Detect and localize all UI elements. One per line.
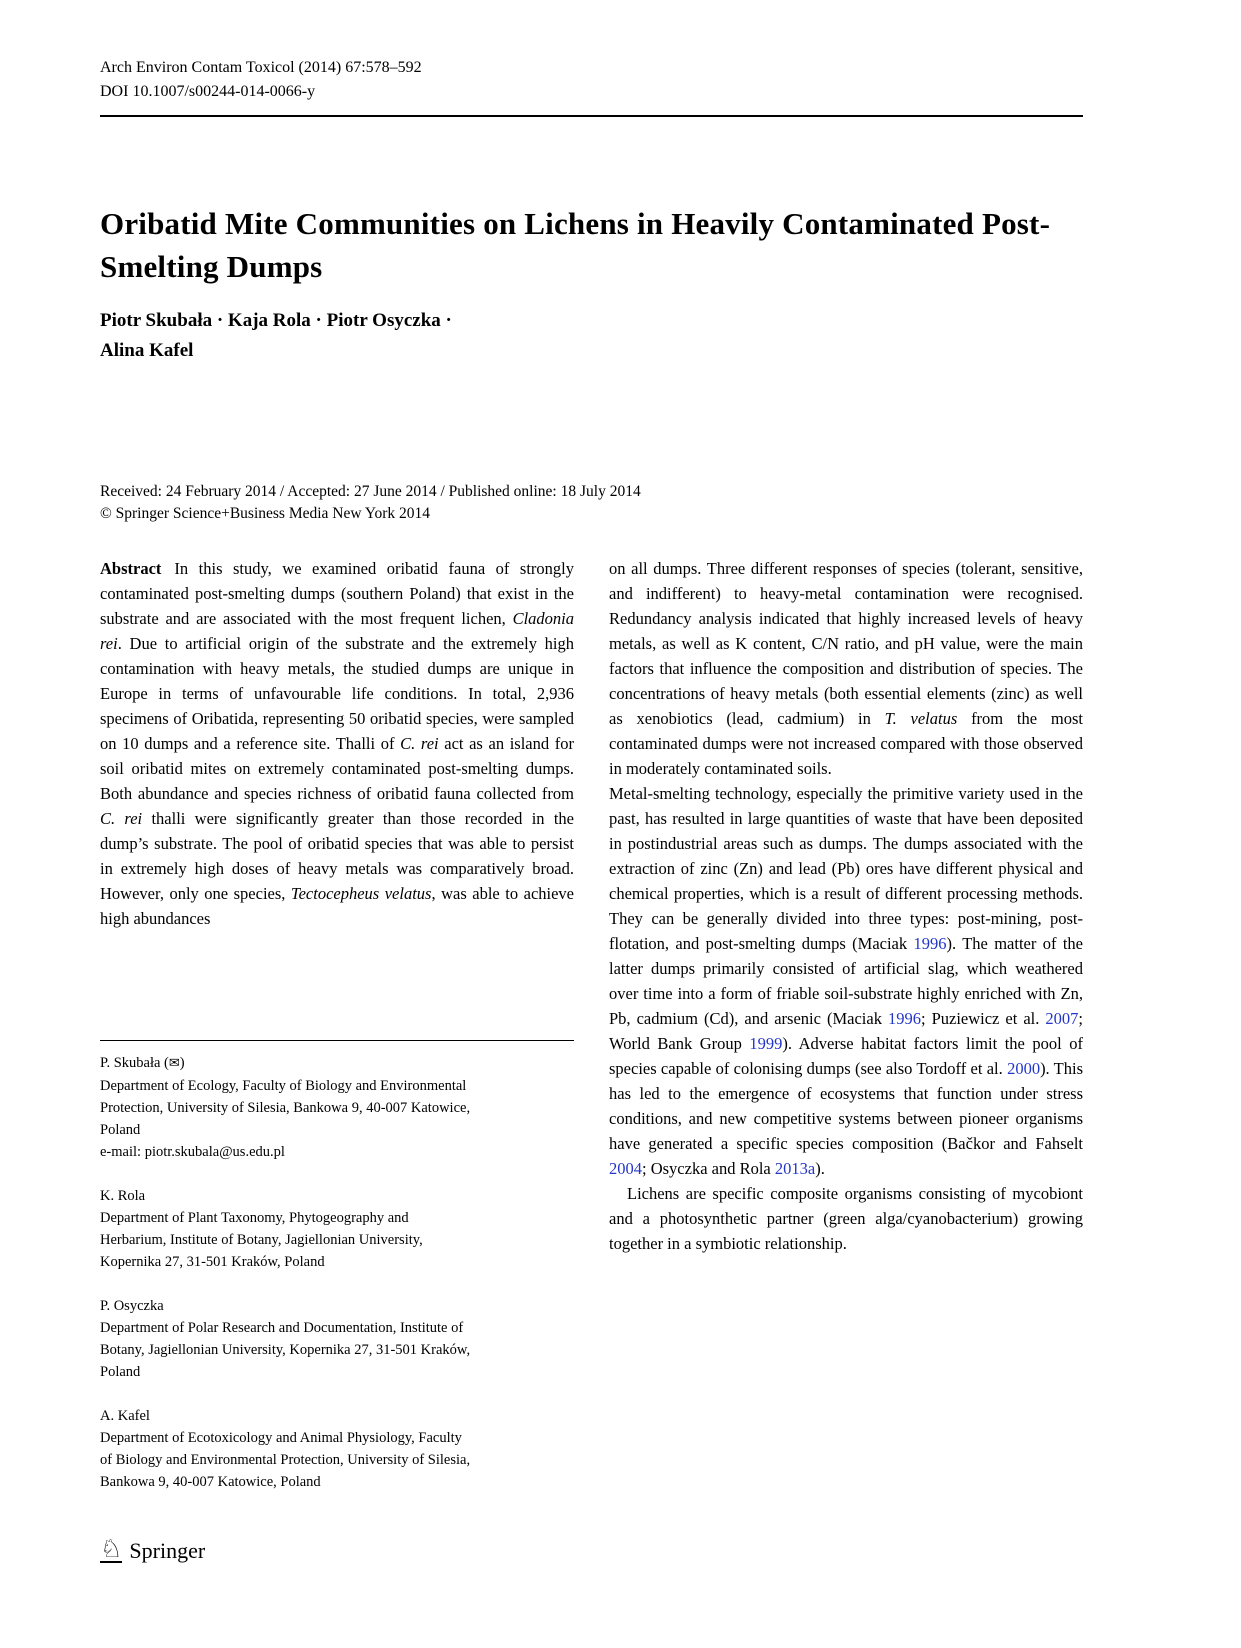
affiliation-osyczka: P. Osyczka Department of Polar Research and Documentation, Institute of Botany, Jagiellonian University, Kopernika 27, 31-501 Kraków, Poland (100, 1298, 471, 1380)
citation-link[interactable]: 1996 (887, 1009, 921, 1028)
affiliation-skubala: P. Skubała (✉) Department of Ecology, Faculty of Biology and Environmental Protection, University of Silesia, Bankowa 9, 40-007 Katowice, Poland e-mail: piotr.skubala@us.edu.pl (100, 1055, 471, 1160)
abstract-paragraph (100, 556, 574, 931)
authors-line-2: Alina Kafel (100, 340, 194, 361)
abstract-label: Abstract (100, 559, 162, 578)
history-line: Received: 24 February 2014 / Accepted: 27 June 2014 / Published online: 18 July 2014 (100, 483, 641, 500)
intro-paragraph-2: Lichens are specific composite organisms consisting of mycobiont and a photosynthetic partner (green alga/cyanobacterium) growing together in a symbiotic relationship. (609, 1184, 1083, 1253)
citation-link[interactable]: 2000 (1007, 1059, 1041, 1078)
affiliation-kafel: A. Kafel Department of Ecotoxicology and Animal Physiology, Faculty of Biology and Environmental Protection, University of Silesia, Bankowa 9, 40-007 Katowice, Poland (100, 1408, 471, 1490)
intro-paragraph-1: Metal-smelting technology, especially the primitive variety used in the past, has resulted in large quantities of waste that have been deposited in postindustrial areas such as dumps. The dumps associated with the extraction of zinc (Zn) and lead (Pb) ores have different physical and chemical properties, which is a result of different processing methods. They can be generally divided into three types: post-mining, post-flotation, and post-smelting dumps (Maciak 1996). The matter of the latter dumps primarily consisted of artificial slag, which weathered over time into a form of friable soil-substrate highly enriched with Zn, Pb, cadmium (Cd), and arsenic (Maciak 1996; Puziewicz et al. 2007; World Bank Group 1999). Adverse habitat factors limit the pool of species capable of colonising dumps (see also Tordoff et al. 2000). This has led to the emergence of ecosystems that function under stress conditions, and new competitive systems between pioneer organisms have generated a specific species composition (Bačkor and Fahselt 2004; Osyczka and Rola 2013a). (609, 784, 1084, 1178)
affiliation-rola: K. Rola Department of Plant Taxonomy, Phytogeography and Herbarium, Institute of Botany, Jagiellonian University, Kopernika 27, 31-501 Kraków, Poland (100, 1188, 423, 1270)
abstract-text-left: In this study, we examined oribatid fauna of strongly contaminated post-smelting dumps (southern Poland) that exist in the substrate and are associated with the most frequent lichen, Cladonia rei. Due to artificial origin of the substrate and the extremely high contamination with heavy metals, the studied dumps are unique in Europe in terms of unfavourable life conditions. In total, 2,936 specimens of Oribatida, representing 50 oribatid species, were sampled on 10 dumps and a reference site. Thalli of C. rei act as an island for soil oribatid mites on extremely contaminated post-smelting dumps. Both abundance and species richness of oribatid fauna collected from C. rei thalli were significantly greater than those recorded in the dump’s substrate. The pool of oribatid species that was able to persist in extremely high doses of heavy metals was comparatively broad. However, only one species, Tectocepheus velatus, was able to achieve high abundances (100, 559, 574, 928)
copyright-line: © Springer Science+Business Media New York 2014 (100, 505, 431, 522)
citation-link[interactable]: 2004 (609, 1159, 642, 1178)
envelope-icon: ✉ (168, 1056, 180, 1071)
right-column (609, 556, 1083, 1256)
journal-header (100, 56, 422, 104)
publisher-name: Springer (129, 1537, 206, 1563)
springer-logo-icon: ♘ (100, 1534, 123, 1563)
affiliations-footnote (100, 1040, 574, 1515)
citation-link[interactable]: 1996 (913, 934, 947, 953)
citation-link[interactable]: 1999 (749, 1034, 783, 1053)
author-list (100, 306, 452, 366)
journal-citation: Arch Environ Contam Toxicol (2014) 67:578–592 (100, 59, 422, 76)
doi-line: DOI 10.1007/s00244-014-0066-y (100, 83, 316, 100)
publisher-footer (100, 1536, 205, 1563)
citation-link[interactable]: 2007 (1045, 1009, 1079, 1028)
abstract-continuation: on all dumps. Three different responses of species (tolerant, sensitive, and indifferent) to heavy-metal contamination were recognised. Redundancy analysis indicated that highly increased levels of heavy metals, as well as K content, C/N ratio, and pH value, were the main factors that influence the composition and distribution of species. The concentrations of heavy metals (both essential elements (zinc) as well as xenobiotics (lead, cadmium) in T. velatus from the most contaminated dumps were not increased compared with those observed in moderately contaminated soils. (609, 559, 1083, 778)
footnote-divider (100, 1040, 574, 1041)
article-title: Oribatid Mite Communities on Lichens in Heavily Contaminated Post-Smelting Dumps (100, 206, 1051, 284)
authors-line-1: Piotr Skubała · Kaja Rola · Piotr Osyczka · (100, 310, 452, 331)
citation-link[interactable]: 2013a (774, 1159, 816, 1178)
header-divider (100, 115, 1083, 117)
publication-history (100, 481, 641, 525)
left-column (100, 556, 574, 931)
